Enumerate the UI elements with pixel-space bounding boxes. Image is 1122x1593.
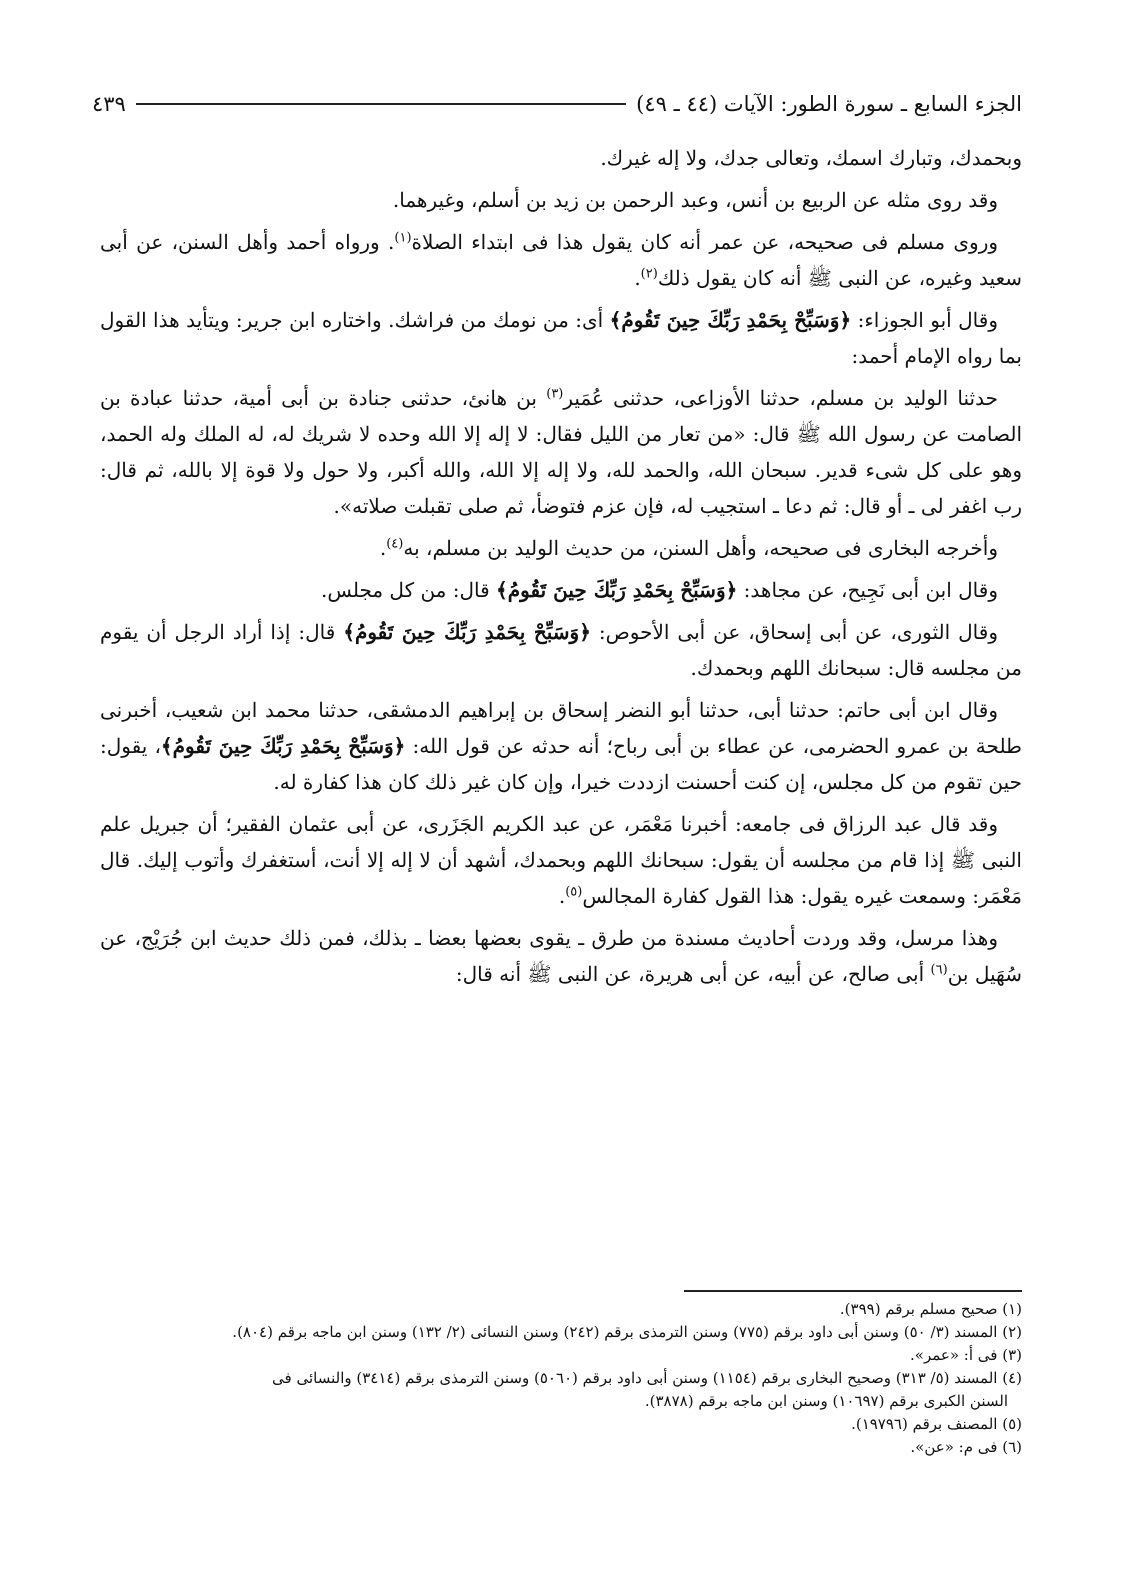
paragraph-text: . [558,884,566,908]
paragraph-3 [100,224,1022,296]
paragraph-text: . [634,266,641,290]
footnote-ref-6: (٦) [930,962,948,978]
paragraph-7 [100,572,1022,608]
footnote-ref-5: (٥) [565,884,583,900]
paragraph-text: وهذا مرسل، وقد وردت أحاديث مسندة من طرق ـ يقوى بعضها بعضا ـ بذلك، فمن ذلك حديث ابن جُرَيْج، عن سُهَيل بن [100,926,1022,986]
paragraph-5 [100,380,1022,524]
paragraph-9 [100,692,1022,800]
footnote-6: (٦) فى م: «عن». [910,1438,1022,1456]
paragraph-text: . [379,536,387,560]
quran-verse: ﴿وَسَبِّحْ بِحَمْدِ رَبِّكَ حِينَ تَقُومُ﴾ [609,308,852,332]
paragraph-text: وبحمدك، وتبارك اسمك، وتعالى جدك، ولا إله غيرك. [600,146,1022,170]
footnote-ref-4: (٤) [386,536,404,552]
footnote-ref-1: (١) [394,230,412,246]
quran-verse: ﴿وَسَبِّحْ بِحَمْدِ رَبِّكَ حِينَ تَقُومُ﴾ [343,620,591,644]
paragraph-text: وقال ابن أبى نَجِيح، عن مجاهد: [737,578,998,602]
chapter-title: الجزء السابع ـ سورة الطور: الآيات (٤٤ ـ ٤٩) [636,92,1022,116]
paragraph-text: وقد روى مثله عن الربيع بن أنس، وعبد الرحمن بن زيد بن أسلم، وغيرهما. [392,188,998,212]
footnote-ref-3: (٣) [546,386,564,402]
paragraph-text: قال: إذا أراد الرجل أن يقوم من مجلسه قال: سبحانك اللهم وبحمدك. [100,620,1022,680]
footnote-1: (١) صحيح مسلم برقم (٣٩٩). [839,1300,1022,1318]
footnote-5: (٥) المصنف برقم (١٩٧٩٦). [851,1415,1022,1433]
main-text [100,140,1022,998]
paragraph-1 [100,140,1022,176]
paragraph-text: بن هانئ، حدثنى جنادة بن أبى أمية، حدثنا عبادة بن الصامت عن رسول الله ﷺ قال: «من تعار من الليل فقال: لا إله إلا الله وحده لا شريك له، له الملك وله الحمد، وهو على كل شىء قدير. سبحان الله، والحمد لله، ولا إله إلا الله، والله أكبر، ولا حول ولا قوة إلا بالله، ثم قال: رب اغفر لى ـ أو قال: ثم دعا ـ استجيب له، فإن عزم فتوضأ، ثم صلى تقبلت صلاته». [100,386,1022,518]
page-number: ٤٣٩ [92,92,126,116]
footnote-3: (٣) فى أ: «عمر». [910,1346,1022,1364]
paragraph-text: أى: من نومك من فراشك. واختاره ابن جرير: ويتأيد هذا القول بما رواه الإمام أحمد: [100,308,1022,368]
paragraph-6 [100,530,1022,566]
paragraph-2 [100,182,1022,218]
paragraph-text: ، يقول: حين تقوم من كل مجلس، إن كنت أحسنت ازددت خيرا، وإن كان غير ذلك كان هذا كفارة له. [100,734,1022,794]
footnotes [100,1298,1022,1459]
paragraph-text: وقال الثورى، عن أبى إسحاق، عن أبى الأحوص: [590,620,998,644]
footnote-4-continuation: السنن الكبرى برقم (١٠٦٩٧) وسنن ابن ماجه برقم (٣٨٧٨). [644,1392,1008,1410]
footnote-separator [684,1290,1022,1292]
paragraph-10 [100,806,1022,914]
running-header [92,86,1022,122]
paragraph-text: قال: من كل مجلس. [320,578,497,602]
paragraph-text: حدثنا الوليد بن مسلم، حدثنا الأوزاعى، حدثنى عُمَير [563,386,998,410]
paragraph-8 [100,614,1022,686]
paragraph-text: أبى صالح، عن أبيه، عن أبى هريرة، عن النبى ﷺ أنه قال: [455,962,931,986]
paragraph-4 [100,302,1022,374]
footnote-ref-2: (٢) [640,266,658,282]
paragraph-11 [100,920,1022,992]
footnote-4: (٤) المسند (٥/ ٣١٣) وصحيح البخارى برقم (١١٥٤) وسنن أبى داود برقم (٥٠٦٠) وسنن الترمذى برقم (٣٤١٤) والنسائى فى [272,1369,1022,1387]
paragraph-text: وأخرجه البخارى فى صحيحه، وأهل السنن، من حديث الوليد بن مسلم، به [403,536,998,560]
paragraph-text: وقد قال عبد الرزاق فى جامعه: أخبرنا مَعْمَر، عن عبد الكريم الجَزَرى، عن أبى عثمان الفقير؛ أن جبريل علم النبى ﷺ إذا قام من مجلسه أن يقول: سبحانك اللهم وبحمدك، أشهد أن لا إله إلا أنت، أستغفرك وأتوب إليك. قال مَعْمَر: وسمعت غيره يقول: هذا القول كفارة المجالس [100,812,1022,908]
paragraph-text: وروى مسلم فى صحيحه، عن عمر أنه كان يقول هذا فى ابتداء الصلاة [411,230,999,254]
footnote-2: (٢) المسند (٣/ ٥٠) وسنن أبى داود برقم (٧٧٥) وسنن الترمذى برقم (٢٤٢) وسنن النسائى (٢/ ١٣٢) وسنن ابن ماجه برقم (٨٠٤). [232,1323,1022,1341]
paragraph-text: وقال أبو الجوزاء: [851,308,998,332]
quran-verse: ﴿وَسَبِّحْ بِحَمْدِ رَبِّكَ حِينَ تَقُومُ﴾ [496,578,738,602]
paragraph-text: . ورواه أحمد وأهل السنن، عن أبى سعيد وغيره، عن النبى ﷺ أنه كان يقول ذلك [100,230,1022,290]
paragraph-text: وقال ابن أبى حاتم: حدثنا أبى، حدثنا أبو النضر إسحاق بن إبراهيم الدمشقى، حدثنا محمد ابن شعيب، أخبرنى طلحة بن عمرو الحضرمى، عن عطاء بن أبى رباح؛ أنه حدثه عن قول الله: [100,698,1022,758]
header-rule [136,103,626,105]
quran-verse: ﴿وَسَبِّحْ بِحَمْدِ رَبِّكَ حِينَ تَقُومُ﴾ [160,734,406,758]
